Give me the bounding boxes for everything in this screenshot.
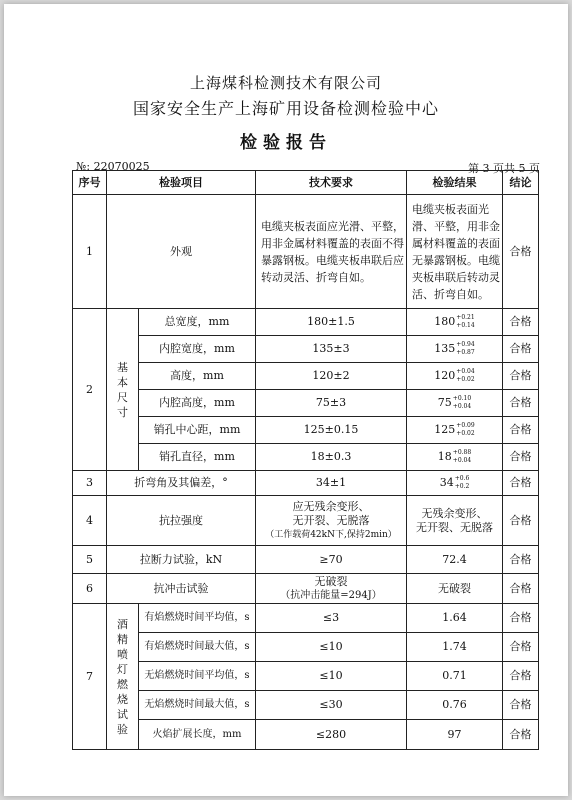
tol-up: +0.10	[452, 395, 472, 402]
row-item: 外观	[107, 195, 256, 309]
sub-result	[407, 309, 503, 336]
table-row	[73, 546, 539, 574]
req-note: （工作载荷42kN下,保持2min）	[265, 529, 397, 540]
result-base: 34	[439, 476, 454, 489]
tol-up: +0.94	[456, 341, 475, 348]
tolerance	[456, 341, 474, 357]
row-requirement	[256, 574, 407, 604]
result-base: 75	[437, 396, 452, 409]
sub-result	[407, 444, 503, 471]
sub-conclusion: 合格	[503, 720, 539, 750]
header-result: 检验结果	[407, 171, 503, 195]
sub-conclusion: 合格	[503, 417, 539, 444]
tol-low: +0.04	[452, 403, 472, 410]
company-name: 上海煤科检测技术有限公司	[189, 74, 382, 92]
tolerance	[455, 475, 470, 491]
sub-item: 有焰燃烧时间平均值，s	[139, 604, 256, 633]
table-row	[73, 363, 539, 390]
result-base: 135	[434, 342, 456, 355]
sub-requirement: 125±0.15	[256, 417, 407, 444]
sub-result: 0.71	[407, 662, 503, 691]
tolerance	[453, 395, 471, 411]
group-text: 酒精喷灯燃烧试验	[117, 617, 128, 736]
tol-up: +0.21	[456, 314, 475, 321]
row-requirement	[256, 496, 407, 546]
row-conclusion: 合格	[503, 195, 539, 309]
table-row	[73, 633, 539, 662]
sub-conclusion: 合格	[503, 604, 539, 633]
row-no: 6	[73, 574, 107, 604]
row-item: 拉断力试验，kN	[107, 546, 256, 574]
row-conclusion: 合格	[503, 471, 539, 496]
sub-item: 内腔宽度，mm	[139, 336, 256, 363]
sub-requirement: 120±2	[256, 363, 407, 390]
tolerance	[456, 422, 474, 438]
group-text: 基本尺寸	[117, 360, 128, 419]
sub-requirement: ≤30	[256, 691, 407, 720]
tol-up: +0.88	[452, 449, 472, 456]
table-row	[73, 471, 539, 496]
sub-requirement: 18±0.3	[256, 444, 407, 471]
row-no: 1	[73, 195, 107, 309]
req-line: 无破裂	[314, 574, 348, 588]
row-result	[407, 471, 503, 496]
header-requirement: 技术要求	[256, 171, 407, 195]
sub-result: 1.64	[407, 604, 503, 633]
group-label	[107, 309, 139, 471]
row-result: 电缆夹板表面光滑、平整，用非金属材料覆盖的表面无暴露钢板。电缆夹板串联后转动灵活、折弯自如。	[407, 195, 503, 309]
sub-item: 无焰燃烧时间最大值，s	[139, 691, 256, 720]
sub-conclusion: 合格	[503, 633, 539, 662]
tol-low: +0.02	[456, 376, 475, 383]
tol-up: +0.09	[456, 422, 475, 429]
table-header-row	[73, 171, 539, 195]
tolerance	[456, 314, 474, 330]
row-no: 4	[73, 496, 107, 546]
result-base: 180	[434, 315, 456, 328]
report-title: 检验报告	[240, 133, 332, 153]
table-row	[73, 496, 539, 546]
result-base: 18	[437, 450, 452, 463]
tol-low: +0.02	[456, 430, 475, 437]
tol-low: +0.87	[456, 349, 475, 356]
table-row	[73, 604, 539, 633]
table-row	[73, 309, 539, 336]
header-conclusion: 结论	[503, 171, 539, 195]
tolerance	[453, 449, 471, 465]
sub-result: 97	[407, 720, 503, 750]
sub-conclusion: 合格	[503, 444, 539, 471]
page-indicator: 第 3 页共 5 页	[468, 162, 540, 175]
req-line: 应无残余变形、	[292, 499, 370, 513]
sub-item: 高度，mm	[139, 363, 256, 390]
req-note: （抗冲击能量=294J）	[280, 589, 382, 601]
sub-requirement: ≤3	[256, 604, 407, 633]
tol-up: +0.6	[454, 475, 470, 482]
row-item: 抗拉强度	[107, 496, 256, 546]
sub-requirement: 180±1.5	[256, 309, 407, 336]
sub-item: 有焰燃烧时间最大值，s	[139, 633, 256, 662]
report-number: №: 22070025	[76, 160, 150, 173]
sub-item: 火焰扩展长度，mm	[139, 720, 256, 750]
tolerance	[456, 368, 474, 384]
row-no: 2	[73, 309, 107, 471]
sub-result: 1.74	[407, 633, 503, 662]
sub-item: 无焰燃烧时间平均值，s	[139, 662, 256, 691]
row-item: 抗冲击试验	[107, 574, 256, 604]
row-requirement: ≥70	[256, 546, 407, 574]
result-base: 125	[434, 423, 456, 436]
row-requirement: 电缆夹板表面应光滑、平整，用非金属材料覆盖的表面不得暴露钢板。电缆夹板串联后应转动灵活、折弯自如。	[256, 195, 407, 309]
sub-item: 销孔中心距，mm	[139, 417, 256, 444]
sub-item: 内腔高度，mm	[139, 390, 256, 417]
table-row	[73, 574, 539, 604]
row-conclusion: 合格	[503, 496, 539, 546]
res-line: 无残余变形、	[421, 506, 488, 520]
sub-result	[407, 363, 503, 390]
table-row	[73, 336, 539, 363]
table-row	[73, 390, 539, 417]
row-requirement: 34±1	[256, 471, 407, 496]
header-no: 序号	[73, 171, 107, 195]
row-no: 3	[73, 471, 107, 496]
sub-conclusion: 合格	[503, 390, 539, 417]
sub-conclusion: 合格	[503, 309, 539, 336]
tol-up: +0.04	[456, 368, 475, 375]
header-item: 检验项目	[107, 171, 256, 195]
row-result: 无破裂	[407, 574, 503, 604]
group-label	[107, 604, 139, 750]
inspection-table	[72, 170, 539, 750]
tol-low: +0.14	[456, 322, 475, 329]
sub-requirement: ≤280	[256, 720, 407, 750]
sub-item: 销孔直径，mm	[139, 444, 256, 471]
table-row	[73, 691, 539, 720]
sub-item: 总宽度，mm	[139, 309, 256, 336]
sub-conclusion: 合格	[503, 691, 539, 720]
req-line: 无开裂、无脱落	[292, 513, 370, 527]
row-conclusion: 合格	[503, 546, 539, 574]
center-name: 国家安全生产上海矿用设备检测检验中心	[132, 99, 439, 118]
row-no: 7	[73, 604, 107, 750]
sub-requirement: ≤10	[256, 633, 407, 662]
table-row	[73, 195, 539, 309]
sub-requirement: ≤10	[256, 662, 407, 691]
sub-result: 0.76	[407, 691, 503, 720]
sub-conclusion: 合格	[503, 662, 539, 691]
res-line: 无开裂、无脱落	[416, 520, 493, 534]
sub-requirement: 75±3	[256, 390, 407, 417]
sub-requirement: 135±3	[256, 336, 407, 363]
table-row	[73, 417, 539, 444]
row-result: 72.4	[407, 546, 503, 574]
row-item: 折弯角及其偏差，°	[107, 471, 256, 496]
table-row	[73, 720, 539, 750]
row-conclusion: 合格	[503, 574, 539, 604]
sub-result	[407, 417, 503, 444]
result-base: 120	[434, 369, 456, 382]
sub-result	[407, 390, 503, 417]
row-no: 5	[73, 546, 107, 574]
tol-low: +0.2	[454, 483, 470, 490]
sub-conclusion: 合格	[503, 363, 539, 390]
tol-low: +0.04	[452, 457, 472, 464]
row-result	[407, 496, 503, 546]
table-row	[73, 444, 539, 471]
sub-result	[407, 336, 503, 363]
sub-conclusion: 合格	[503, 336, 539, 363]
table-row	[73, 662, 539, 691]
